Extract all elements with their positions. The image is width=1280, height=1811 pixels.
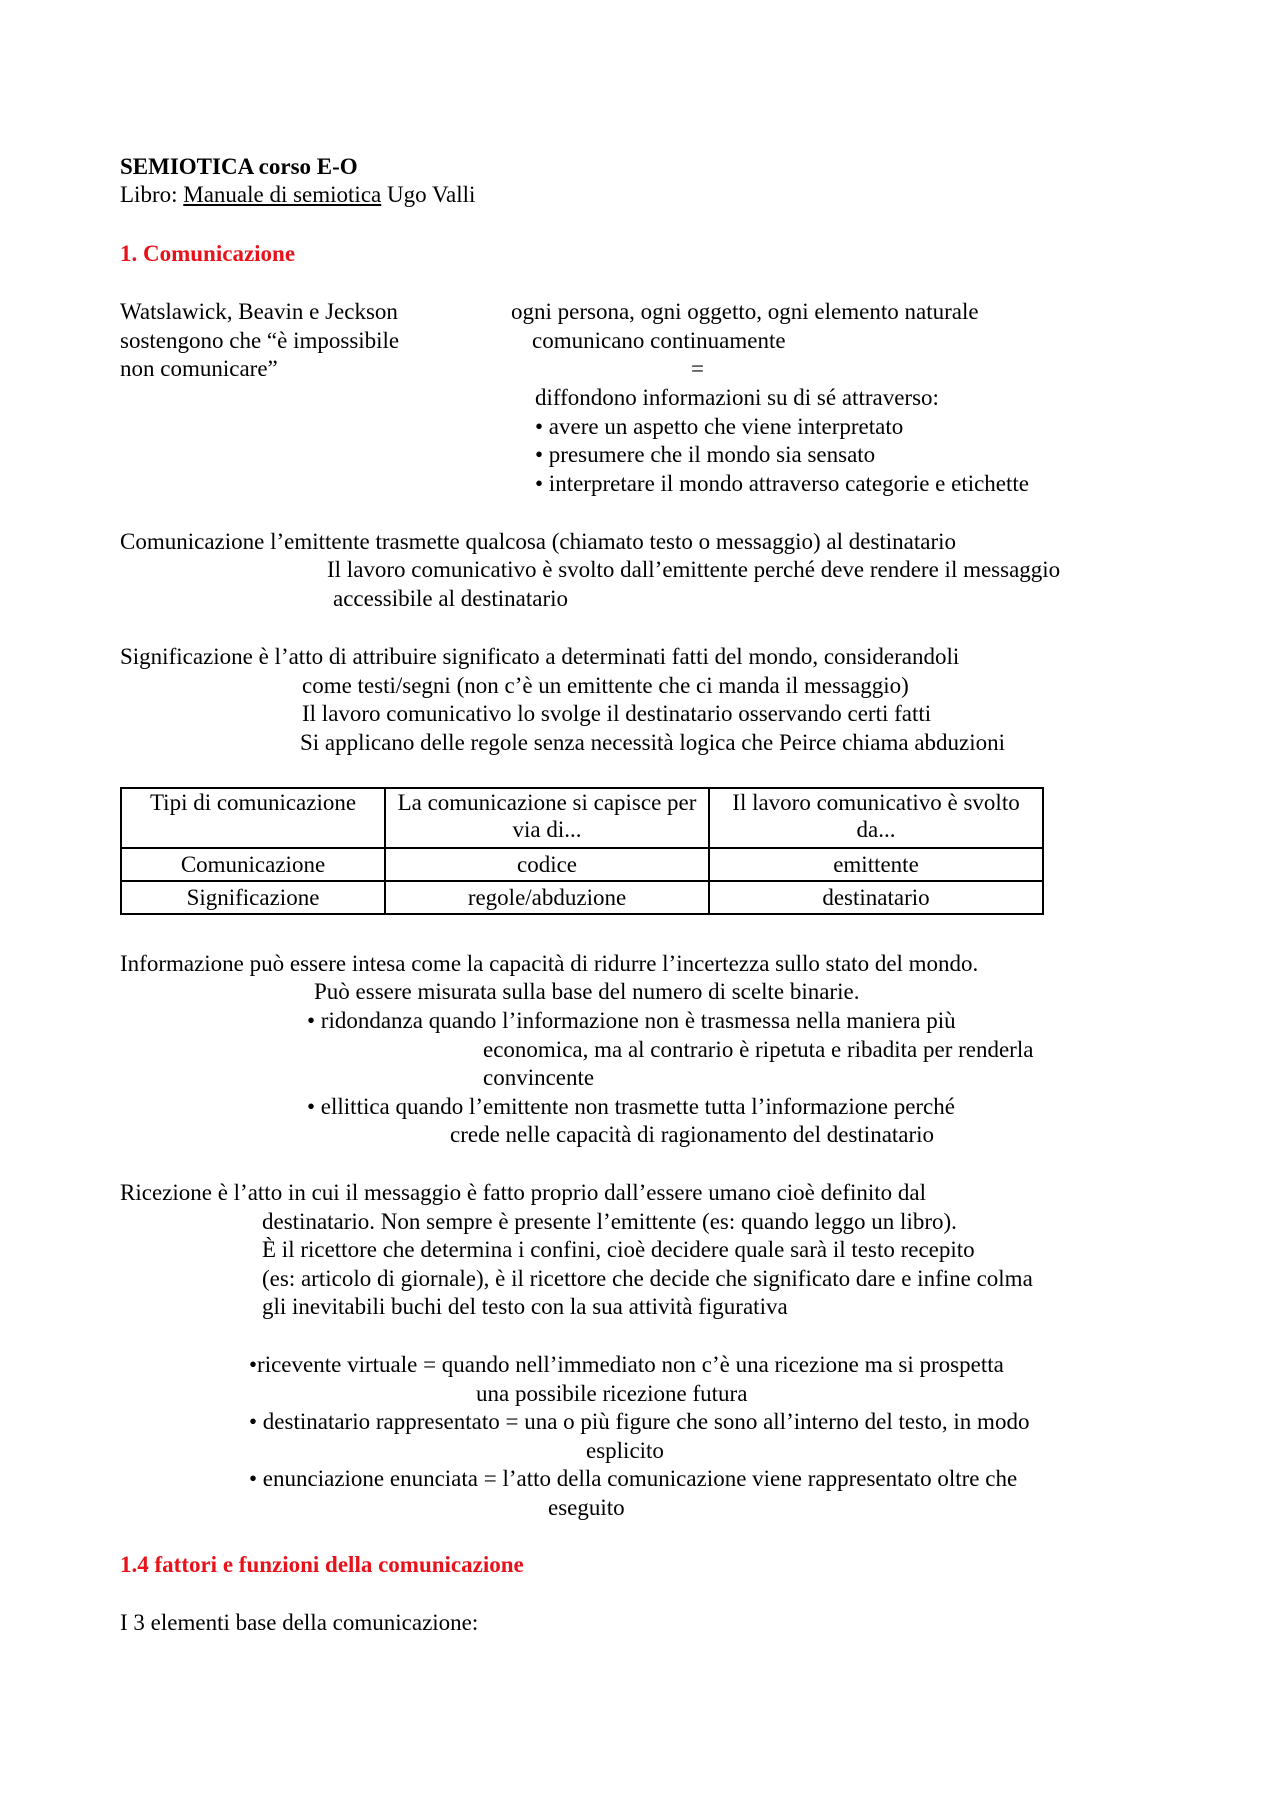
bullet-item: • avere un aspetto che viene interpretato	[535, 414, 904, 439]
paragraph-line: accessibile al destinatario	[333, 586, 569, 611]
paragraph-line: gli inevitabili buchi del testo con la sua attività figurativa	[262, 1294, 788, 1319]
table-cell: regole/abduzione	[385, 881, 709, 914]
paragraph-line: Significazione è l’atto di attribuire significato a determinati fatti del mondo, considerandoli	[120, 644, 960, 669]
bullet-item: • presumere che il mondo sia sensato	[535, 442, 876, 467]
table-header-row	[121, 788, 1043, 848]
bullet-item: • destinatario rappresentato = una o più figure che sono all’interno del testo, in modo	[249, 1409, 1030, 1434]
paragraph-line: Il lavoro comunicativo è svolto dall’emittente perché deve rendere il messaggio	[327, 557, 1061, 582]
table-cell: Comunicazione	[121, 848, 385, 881]
paragraph-line: una possibile ricezione futura	[476, 1381, 748, 1406]
paragraph-line: crede nelle capacità di ragionamento del destinatario	[450, 1122, 935, 1147]
communication-table	[120, 787, 1044, 915]
quote-line: non comunicare”	[120, 356, 278, 381]
right-line: diffondono informazioni su di sé attraverso:	[535, 385, 939, 410]
paragraph-line: I 3 elementi base della comunicazione:	[120, 1610, 479, 1635]
bullet-item: • enunciazione enunciata = l’atto della comunicazione viene rappresentato oltre che	[249, 1466, 1018, 1491]
bullet-item: • ellittica quando l’emittente non trasmette tutta l’informazione perché	[307, 1094, 955, 1119]
bullet-item: • ridondanza quando l’informazione non è trasmessa nella maniera più	[307, 1008, 956, 1033]
book-reference	[120, 181, 475, 209]
paragraph-line: È il ricettore che determina i confini, cioè decidere quale sarà il testo recepito	[262, 1237, 975, 1262]
paragraph-line: come testi/segni (non c’è un emittente che ci manda il messaggio)	[302, 673, 909, 698]
book-prefix: Libro:	[120, 182, 184, 207]
table-cell: destinatario	[709, 881, 1043, 914]
section-heading-comunicazione: 1. Comunicazione	[120, 241, 296, 266]
table-header-cell: La comunicazione si capisce per via di...	[385, 788, 709, 848]
table-cell: codice	[385, 848, 709, 881]
book-title: Manuale di semiotica	[183, 182, 382, 207]
right-line: ogni persona, ogni oggetto, ogni elemento naturale	[511, 299, 979, 324]
paragraph-line: Il lavoro comunicativo lo svolge il destinatario osservando certi fatti	[302, 701, 932, 726]
document-title: SEMIOTICA corso E-O	[120, 154, 358, 179]
quote-line: sostengono che “è impossibile	[120, 328, 400, 353]
paragraph-line: Può essere misurata sulla base del numero di scelte binarie.	[314, 979, 860, 1004]
paragraph-line: economica, ma al contrario è ripetuta e ribadita per renderla	[483, 1037, 1034, 1062]
paragraph-line: esplicito	[586, 1438, 664, 1463]
paragraph-line: (es: articolo di giornale), è il ricettore che decide che significato dare e infine colma	[262, 1266, 1033, 1291]
paragraph-line: convincente	[483, 1065, 595, 1090]
table-row	[121, 848, 1043, 881]
table-header-cell: Tipi di comunicazione	[121, 788, 385, 848]
section-heading-fattori-funzioni: 1.4 fattori e funzioni della comunicazione	[120, 1552, 524, 1577]
paragraph-line: destinatario. Non sempre è presente l’emittente (es: quando leggo un libro).	[262, 1209, 957, 1234]
bullet-item: • interpretare il mondo attraverso categorie e etichette	[535, 471, 1030, 496]
table-cell: Significazione	[121, 881, 385, 914]
book-author: Ugo Valli	[381, 182, 476, 207]
equals-sign: =	[691, 356, 704, 381]
table-row	[121, 881, 1043, 914]
paragraph-line: Ricezione è l’atto in cui il messaggio è fatto proprio dall’essere umano cioè definito dal	[120, 1180, 927, 1205]
table-header-cell: Il lavoro comunicativo è svolto da...	[709, 788, 1043, 848]
paragraph-line: Informazione può essere intesa come la capacità di ridurre l’incertezza sullo stato del mondo.	[120, 951, 979, 976]
bullet-item: •ricevente virtuale = quando nell’immediato non c’è una ricezione ma si prospetta	[249, 1352, 1004, 1377]
table-cell: emittente	[709, 848, 1043, 881]
paragraph-line: eseguito	[548, 1495, 625, 1520]
quote-line: Watslawick, Beavin e Jeckson	[120, 299, 398, 324]
paragraph-line: Comunicazione l’emittente trasmette qualcosa (chiamato testo o messaggio) al destinatario	[120, 529, 957, 554]
paragraph-line: Si applicano delle regole senza necessità logica che Peirce chiama abduzioni	[300, 730, 1006, 755]
right-line: comunicano continuamente	[532, 328, 786, 353]
